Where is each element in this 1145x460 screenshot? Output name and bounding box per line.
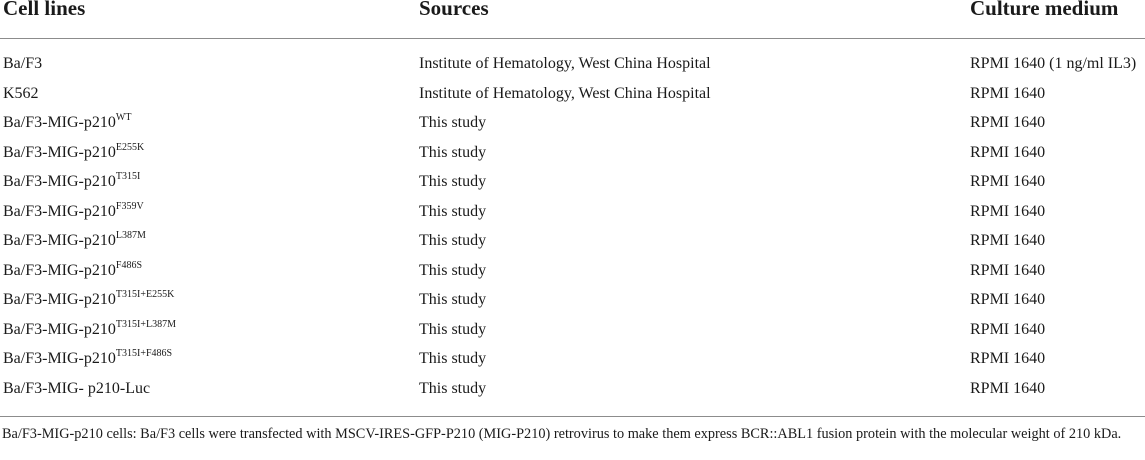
table-row xyxy=(0,346,1145,376)
cell-line-base: Ba/F3-MIG- p210-Luc xyxy=(3,379,151,397)
culture-medium: RPMI 1640 xyxy=(970,350,1046,367)
source: This study xyxy=(419,202,487,220)
cell-line-base: Ba/F3-MIG-p210 xyxy=(3,232,116,249)
mutation-superscript: F359V xyxy=(115,200,144,212)
header-culture-medium: Culture medium xyxy=(970,0,1119,20)
cell-line-base: Ba/F3-MIG-p210 xyxy=(3,114,116,131)
table-row xyxy=(0,228,1145,258)
cell-line-name xyxy=(3,85,39,103)
cell-line-name xyxy=(3,141,145,162)
cell-line-name xyxy=(3,173,140,191)
culture-medium: RPMI 1640 (1 ng/ml IL3) xyxy=(970,55,1137,72)
mutation-superscript: T315I+L387M xyxy=(115,318,176,330)
table-row xyxy=(0,376,1145,406)
table-row xyxy=(0,140,1145,170)
table-row xyxy=(0,169,1145,199)
cell-line-name xyxy=(3,114,131,132)
mutation-superscript: F486S xyxy=(115,259,143,271)
source: This study xyxy=(419,350,487,367)
culture-medium: RPMI 1640 xyxy=(970,291,1046,308)
table-row xyxy=(0,81,1145,111)
source: Institute of Hematology, West China Hospital xyxy=(419,55,711,72)
table-row xyxy=(0,317,1145,347)
culture-medium: RPMI 1640 xyxy=(970,261,1046,279)
cell-line-name xyxy=(3,259,143,280)
mutation-superscript: T315I xyxy=(115,171,141,182)
source: This study xyxy=(419,114,487,131)
culture-medium: RPMI 1640 xyxy=(970,173,1046,190)
cell-line-base: Ba/F3-MIG-p210 xyxy=(3,261,116,279)
culture-medium: RPMI 1640 xyxy=(970,202,1046,220)
mutation-superscript: WT xyxy=(115,112,132,123)
source: This study xyxy=(419,143,487,161)
cell-line-base: Ba/F3-MIG-p210 xyxy=(3,320,116,338)
source: Institute of Hematology, West China Hospital xyxy=(419,84,711,102)
source: This study xyxy=(419,291,487,308)
mutation-superscript: E255K xyxy=(115,141,145,153)
source: This study xyxy=(419,261,487,279)
source: This study xyxy=(419,232,487,249)
table-row xyxy=(0,287,1145,317)
table-header-row xyxy=(0,0,1145,39)
header-sources: Sources xyxy=(419,0,489,20)
table-row xyxy=(0,51,1145,81)
cell-line-name xyxy=(3,55,42,73)
culture-medium: RPMI 1640 xyxy=(970,143,1046,161)
table-divider xyxy=(0,416,1145,417)
culture-medium: RPMI 1640 xyxy=(970,84,1046,102)
cell-line-name xyxy=(3,200,144,221)
cell-line-name xyxy=(3,380,150,398)
cell-line-base: Ba/F3-MIG-p210 xyxy=(3,173,116,190)
table-body xyxy=(0,51,1145,405)
source: This study xyxy=(419,320,487,338)
cell-line-name xyxy=(3,318,176,339)
source: This study xyxy=(419,379,487,397)
cell-line-base: Ba/F3 xyxy=(3,55,43,72)
source: This study xyxy=(419,173,487,190)
table-footnote: Ba/F3-MIG-p210 cells: Ba/F3 cells were transfected with MSCV-IRES-GFP-P210 (MIG-P210) retrovirus to make them express BCR::ABL1 fusion protein with the molecular weight of 210 kDa. xyxy=(2,426,1122,442)
cell-line-name xyxy=(3,291,174,309)
culture-medium: RPMI 1640 xyxy=(970,232,1046,249)
culture-medium: RPMI 1640 xyxy=(970,320,1046,338)
cell-line-base: Ba/F3-MIG-p210 xyxy=(3,350,116,367)
cell-line-base: Ba/F3-MIG-p210 xyxy=(3,202,116,220)
cell-line-name xyxy=(3,350,172,368)
cell-line-base: K562 xyxy=(3,84,39,102)
table-row xyxy=(0,110,1145,140)
cell-line-base: Ba/F3-MIG-p210 xyxy=(3,143,116,161)
mutation-superscript: T315I+E255K xyxy=(115,289,175,300)
culture-medium: RPMI 1640 xyxy=(970,379,1046,397)
table-row xyxy=(0,258,1145,288)
culture-medium: RPMI 1640 xyxy=(970,114,1046,131)
cell-line-base: Ba/F3-MIG-p210 xyxy=(3,291,116,308)
header-cell-lines: Cell lines xyxy=(3,0,86,20)
mutation-superscript: T315I+F486S xyxy=(115,348,173,359)
mutation-superscript: L387M xyxy=(115,230,146,241)
cell-line-name xyxy=(3,232,146,250)
table-row xyxy=(0,199,1145,229)
